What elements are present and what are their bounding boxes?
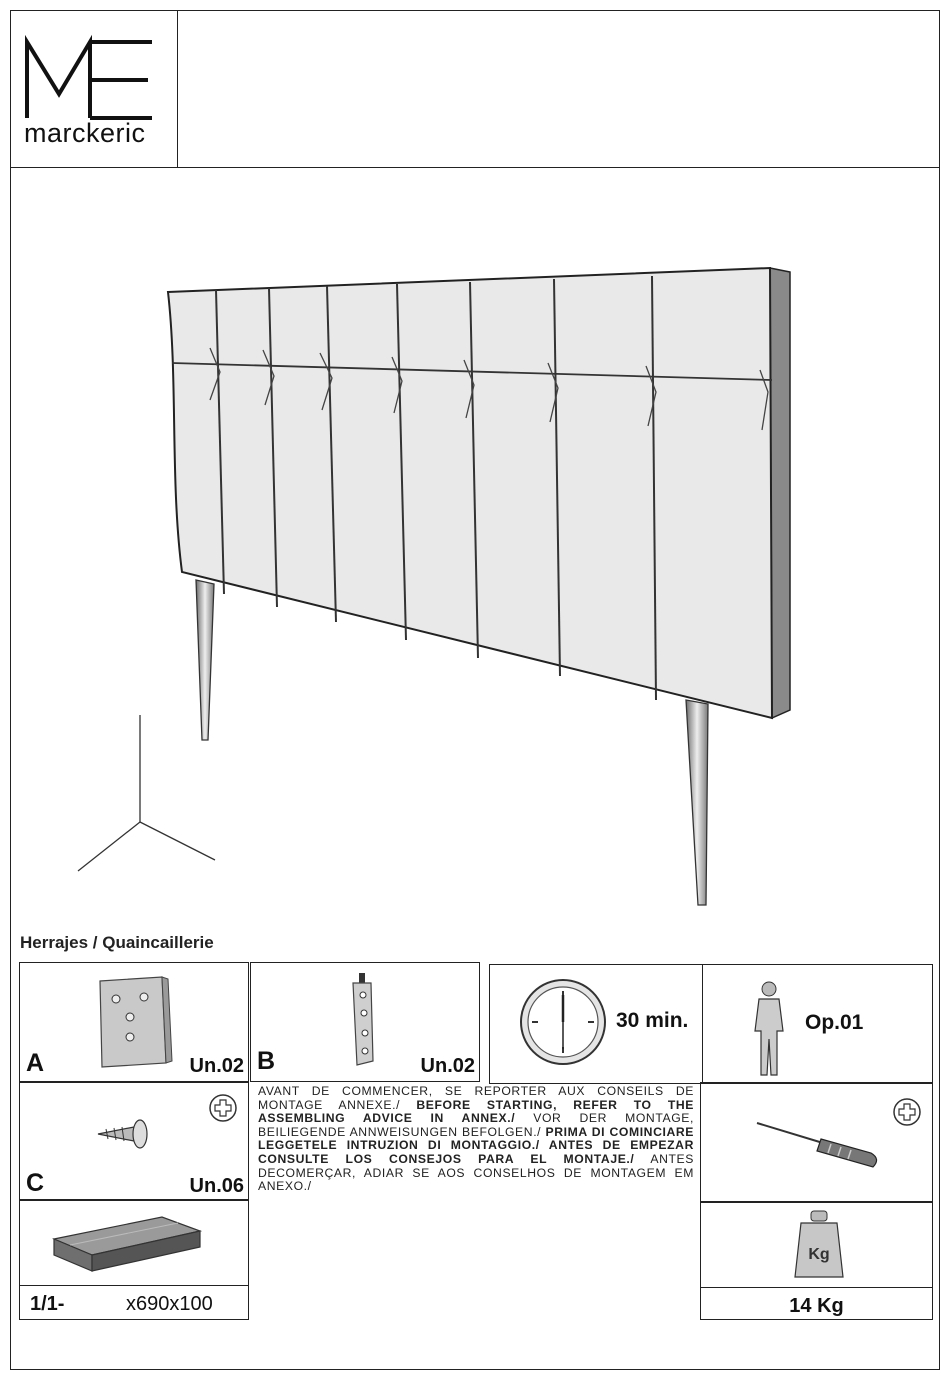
notice-fr: AVANT DE COMMENCER, SE REPORTER AUX CONSEILS DE MONTAGE ANNEXE./ [258, 1084, 694, 1112]
hardware-item-a [19, 962, 249, 1082]
plus-circle-icon [892, 1097, 922, 1127]
item-letter: A [26, 1049, 45, 1077]
notice-pt: ANTES DECOMERÇAR, ADIAR SE AOS CONSELHOS DE MONTAGEM EM ANEXO./ [258, 1151, 695, 1194]
package-divider [20, 1285, 248, 1286]
notice-en: BEFORE STARTING, REFER TO THE ASSEMBLING ADVICE IN ANNEX./ [258, 1097, 694, 1126]
package-box [19, 1200, 249, 1320]
operators-box [702, 964, 933, 1084]
hardware-title: Herrajes / Quaincaillerie [20, 933, 214, 952]
clock-icon [518, 977, 608, 1067]
assembly-time: 30 min. [616, 1009, 689, 1032]
person-icon [749, 979, 789, 1079]
total-weight: 14 Kg [789, 1295, 844, 1317]
headboard-illustration [60, 250, 820, 920]
package-dimensions: x690x100 [126, 1293, 213, 1315]
screwdriver-icon [753, 1119, 883, 1171]
item-quantity: Un.02 [420, 1055, 475, 1077]
weight-icon [793, 1209, 845, 1281]
assembly-time-box [489, 964, 703, 1084]
package-icon [50, 1211, 210, 1275]
notice-it-es: PRIMA DI COMINCIARE LEGGETELE INTRUZION DI MONTAGGIO./ ANTES DE EMPEZAR CONSULTE LOS CONSEJOS PARA EL MONTAJE./ [258, 1124, 694, 1166]
screw-icon [94, 1117, 154, 1151]
hardware-item-b [250, 962, 480, 1082]
weight-divider [701, 1287, 932, 1288]
item-quantity: Un.06 [189, 1175, 244, 1197]
tool-box [700, 1082, 933, 1202]
assembly-notice [258, 1085, 694, 1194]
item-quantity: Un.02 [189, 1055, 244, 1077]
weight-box [700, 1202, 933, 1320]
hardware-item-c [19, 1082, 249, 1200]
brand-name: marckeric [24, 118, 146, 148]
square-plate-icon [94, 975, 174, 1069]
hinge-bracket-icon [343, 971, 383, 1071]
item-letter: C [26, 1169, 45, 1197]
operator-count: Op.01 [805, 1011, 864, 1034]
item-letter: B [257, 1047, 276, 1075]
logo-separator [177, 10, 178, 167]
plus-circle-icon [208, 1093, 238, 1123]
package-count: 1/1- [30, 1293, 65, 1315]
weight-icon-label: Kg [808, 1246, 830, 1263]
notice-de: VOR DER MONTAGE, BEILIEGENDE ANNWEISUNGEN BEFOLGEN./ [258, 1111, 694, 1139]
header-divider [10, 167, 940, 168]
